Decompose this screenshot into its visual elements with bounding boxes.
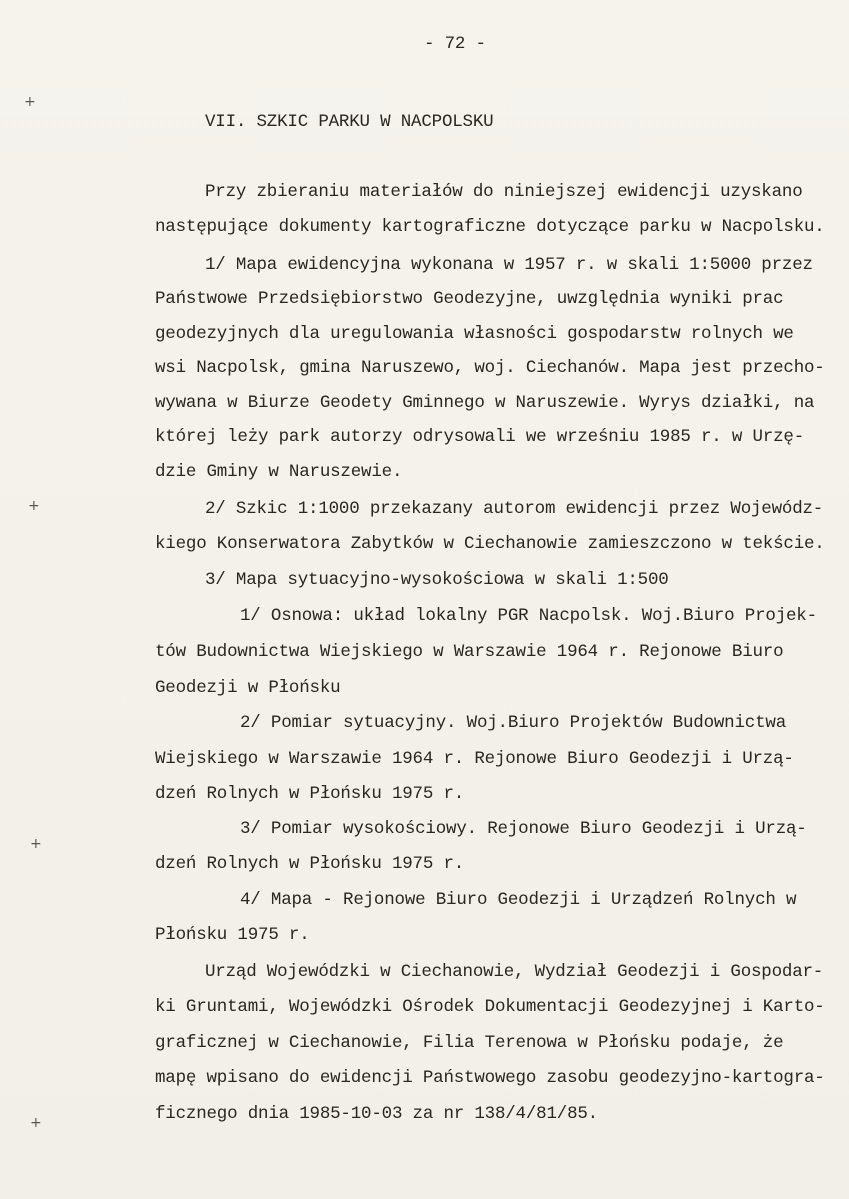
text-line: kiego Konserwatora Zabytków w Ciechanowie zamieszczono w tekście.: [155, 534, 825, 554]
text-line: 4/ Mapa - Rejonowe Biuro Geodezji i Urządzeń Rolnych w: [240, 890, 797, 910]
text-line: Przy zbieraniu materiałów do niniejszej ewidencji uzyskano: [205, 182, 803, 202]
text-line: Geodezji w Płońsku: [155, 678, 341, 698]
text-line: Urząd Wojewódzki w Ciechanowie, Wydział Geodezji i Gospodar-: [205, 962, 824, 982]
text-line: 3/ Pomiar wysokościowy. Rejonowe Biuro Geodezji i Urzą-: [240, 819, 807, 839]
text-line: dzeń Rolnych w Płońsku 1975 r.: [155, 784, 465, 804]
text-line: 2/ Pomiar sytuacyjny. Woj.Biuro Projektów Budownictwa: [240, 713, 786, 733]
text-line: Płońsku 1975 r.: [155, 925, 310, 945]
binding-mark-icon: +: [28, 498, 40, 514]
text-line: geodezyjnych dla uregulowania własności gospodarstw rolnych we: [155, 324, 794, 344]
text-line: dzie Gminy w Naruszewie.: [155, 462, 403, 482]
binding-mark-icon: +: [30, 836, 42, 852]
text-line: Wiejskiego w Warszawie 1964 r. Rejonowe Biuro Geodezji i Urzą-: [155, 749, 794, 769]
text-line: dzeń Rolnych w Płońsku 1975 r.: [155, 854, 465, 874]
text-line: wywana w Biurze Geodety Gminnego w Naruszewie. Wyrys działki, na: [155, 393, 815, 413]
text-line: ki Gruntami, Wojewódzki Ośrodek Dokumentacji Geodezyjnej i Karto-: [155, 997, 825, 1017]
text-line: tów Budownictwa Wiejskiego w Warszawie 1964 r. Rejonowe Biuro: [155, 642, 784, 662]
text-line: wsi Nacpolsk, gmina Naruszewo, woj. Ciechanów. Mapa jest przecho-: [155, 358, 825, 378]
text-line: której leży park autorzy odrysowali we wrześniu 1985 r. w Urzę-: [155, 427, 805, 447]
text-line: 3/ Mapa sytuacyjno-wysokościowa w skali 1:500: [205, 570, 669, 590]
text-line: graficznej w Ciechanowie, Filia Terenowa w Płońsku podaje, że: [155, 1033, 784, 1053]
text-line: 1/ Osnowa: układ lokalny PGR Nacpolsk. Woj.Biuro Projek-: [240, 606, 817, 626]
page-number: - 72 -: [424, 34, 486, 54]
text-line: ficznego dnia 1985-10-03 za nr 138/4/81/85.: [155, 1104, 598, 1124]
text-line: Państwowe Przedsiębiorstwo Geodezyjne, uwzględnia wyniki prac: [155, 289, 784, 309]
text-line: następujące dokumenty kartograficzne dotyczące parku w Nacpolsku.: [155, 217, 825, 237]
text-line: 1/ Mapa ewidencyjna wykonana w 1957 r. w skali 1:5000 przez: [205, 255, 813, 275]
text-line: mapę wpisano do ewidencji Państwowego zasobu geodezyjno-kartogra-: [155, 1068, 825, 1088]
text-line: 2/ Szkic 1:1000 przekazany autorom ewidencji przez Wojewódz-: [205, 499, 824, 519]
binding-mark-icon: +: [30, 1115, 42, 1131]
binding-mark-icon: +: [24, 94, 36, 110]
section-heading: VII. SZKIC PARKU W NACPOLSKU: [205, 112, 494, 132]
